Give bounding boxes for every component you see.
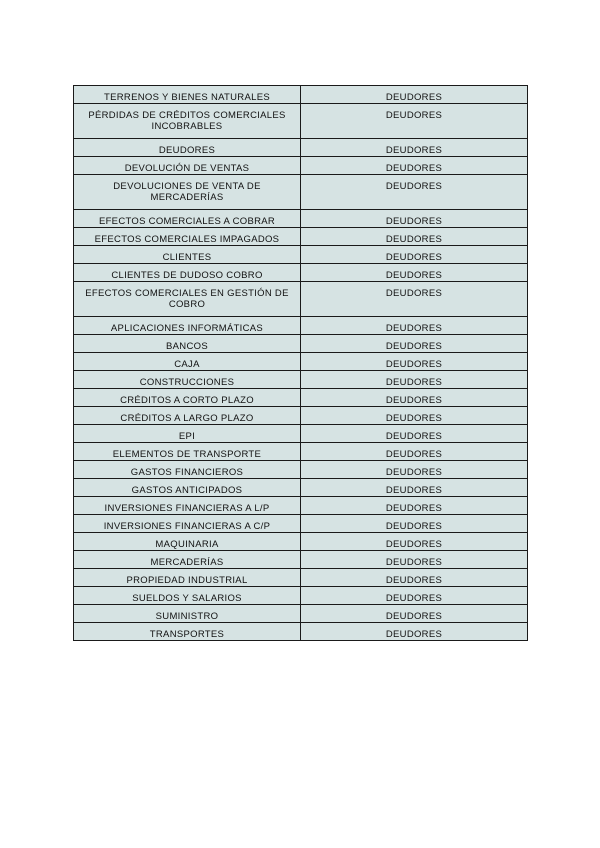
account-name-cell: PÉRDIDAS DE CRÉDITOS COMERCIALES INCOBRABLES: [74, 104, 301, 139]
account-name-cell: EPI: [74, 425, 301, 443]
account-name-cell: DEUDORES: [74, 139, 301, 157]
account-type-cell: DEUDORES: [301, 246, 528, 264]
account-name-cell: CAJA: [74, 353, 301, 371]
account-type-cell: DEUDORES: [301, 175, 528, 210]
account-type-cell: DEUDORES: [301, 623, 528, 641]
account-type-cell: DEUDORES: [301, 157, 528, 175]
account-name-cell: TRANSPORTES: [74, 623, 301, 641]
account-type-cell: DEUDORES: [301, 139, 528, 157]
table-row: [74, 139, 528, 157]
accounts-table-body: [74, 86, 528, 641]
table-row: [74, 479, 528, 497]
table-row: [74, 497, 528, 515]
table-row: [74, 407, 528, 425]
account-name-cell: DEVOLUCIÓN DE VENTAS: [74, 157, 301, 175]
account-type-cell: DEUDORES: [301, 228, 528, 246]
table-row: [74, 175, 528, 210]
table-row: [74, 317, 528, 335]
table-row: [74, 515, 528, 533]
table-row: [74, 605, 528, 623]
account-name-cell: GASTOS ANTICIPADOS: [74, 479, 301, 497]
account-type-cell: DEUDORES: [301, 515, 528, 533]
table-row: [74, 86, 528, 104]
account-type-cell: DEUDORES: [301, 407, 528, 425]
account-type-cell: DEUDORES: [301, 389, 528, 407]
account-name-cell: INVERSIONES FINANCIERAS A L/P: [74, 497, 301, 515]
account-type-cell: DEUDORES: [301, 587, 528, 605]
table-row: [74, 389, 528, 407]
account-name-cell: CLIENTES: [74, 246, 301, 264]
table-row: [74, 533, 528, 551]
account-name-cell: CLIENTES DE DUDOSO COBRO: [74, 264, 301, 282]
account-name-cell: APLICACIONES INFORMÁTICAS: [74, 317, 301, 335]
account-type-cell: DEUDORES: [301, 479, 528, 497]
account-name-cell: EFECTOS COMERCIALES A COBRAR: [74, 210, 301, 228]
account-name-cell: SUMINISTRO: [74, 605, 301, 623]
account-name-cell: ELEMENTOS DE TRANSPORTE: [74, 443, 301, 461]
account-type-cell: DEUDORES: [301, 335, 528, 353]
table-row: [74, 443, 528, 461]
table-row: [74, 461, 528, 479]
table-row: [74, 551, 528, 569]
account-name-cell: MERCADERÍAS: [74, 551, 301, 569]
account-type-cell: DEUDORES: [301, 551, 528, 569]
account-name-cell: GASTOS FINANCIEROS: [74, 461, 301, 479]
table-row: [74, 569, 528, 587]
account-name-cell: INVERSIONES FINANCIERAS A C/P: [74, 515, 301, 533]
account-name-cell: CRÉDITOS A LARGO PLAZO: [74, 407, 301, 425]
table-row: [74, 282, 528, 317]
account-type-cell: DEUDORES: [301, 569, 528, 587]
account-type-cell: DEUDORES: [301, 497, 528, 515]
table-row: [74, 104, 528, 139]
account-type-cell: DEUDORES: [301, 86, 528, 104]
table-row: [74, 228, 528, 246]
account-type-cell: DEUDORES: [301, 264, 528, 282]
table-row: [74, 353, 528, 371]
account-type-cell: DEUDORES: [301, 317, 528, 335]
table-row: [74, 210, 528, 228]
account-name-cell: DEVOLUCIONES DE VENTA DE MERCADERÍAS: [74, 175, 301, 210]
account-type-cell: DEUDORES: [301, 533, 528, 551]
table-row: [74, 587, 528, 605]
account-type-cell: DEUDORES: [301, 104, 528, 139]
account-name-cell: EFECTOS COMERCIALES IMPAGADOS: [74, 228, 301, 246]
account-type-cell: DEUDORES: [301, 371, 528, 389]
account-name-cell: SUELDOS Y SALARIOS: [74, 587, 301, 605]
account-type-cell: DEUDORES: [301, 443, 528, 461]
account-type-cell: DEUDORES: [301, 425, 528, 443]
table-row: [74, 246, 528, 264]
account-name-cell: MAQUINARIA: [74, 533, 301, 551]
table-row: [74, 371, 528, 389]
account-type-cell: DEUDORES: [301, 605, 528, 623]
account-name-cell: CONSTRUCCIONES: [74, 371, 301, 389]
account-type-cell: DEUDORES: [301, 353, 528, 371]
account-name-cell: CRÉDITOS A CORTO PLAZO: [74, 389, 301, 407]
accounts-table: [73, 85, 528, 641]
account-type-cell: DEUDORES: [301, 461, 528, 479]
account-name-cell: BANCOS: [74, 335, 301, 353]
account-name-cell: TERRENOS Y BIENES NATURALES: [74, 86, 301, 104]
account-type-cell: DEUDORES: [301, 210, 528, 228]
account-name-cell: EFECTOS COMERCIALES EN GESTIÓN DE COBRO: [74, 282, 301, 317]
table-row: [74, 425, 528, 443]
table-row: [74, 157, 528, 175]
table-row: [74, 623, 528, 641]
table-row: [74, 264, 528, 282]
table-row: [74, 335, 528, 353]
account-name-cell: PROPIEDAD INDUSTRIAL: [74, 569, 301, 587]
account-type-cell: DEUDORES: [301, 282, 528, 317]
